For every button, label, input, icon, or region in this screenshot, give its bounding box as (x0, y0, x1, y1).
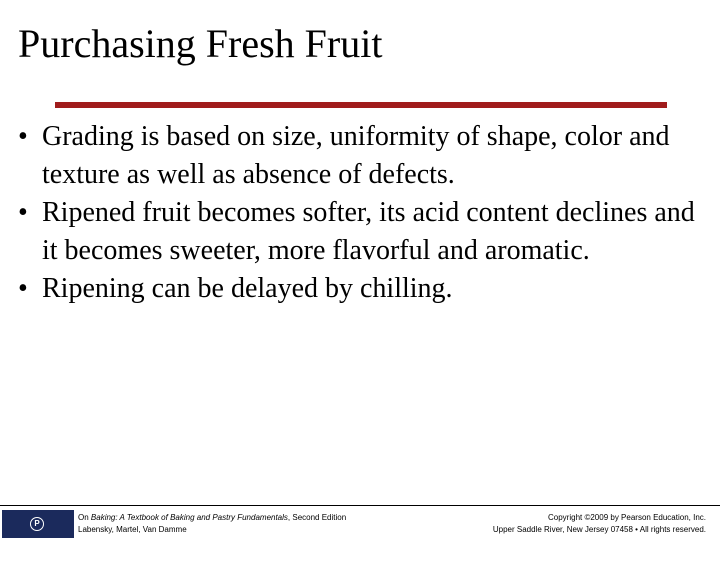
bullet-item (18, 194, 708, 270)
footer-divider (0, 505, 720, 506)
book-citation (78, 512, 346, 536)
bullet-item (18, 118, 708, 194)
bullet-icon: • (18, 121, 28, 152)
bullet-text: Ripening can be delayed by chilling. (42, 273, 453, 304)
bullet-icon: • (18, 197, 28, 228)
bullet-text: Grading is based on size, uniformity of shape, color and texture as well as absence of defects. (42, 121, 670, 190)
bullet-text: Ripened fruit becomes softer, its acid content declines and it becomes sweeter, more flavorful and aromatic. (42, 197, 695, 266)
book-edition: , Second Edition (287, 513, 347, 522)
book-authors: Labensky, Martel, Van Damme (78, 525, 187, 534)
book-prefix: On (78, 513, 91, 522)
bullet-icon: • (18, 273, 28, 304)
book-line (78, 512, 346, 524)
book-title: Baking: A Textbook of Baking and Pastry Fundamentals (90, 513, 288, 522)
logo-text: PEARSON (7, 546, 69, 558)
title-divider (55, 102, 667, 108)
bullet-list (18, 118, 708, 308)
bullet-item (18, 270, 708, 308)
slide-title: Purchasing Fresh Fruit (18, 21, 383, 66)
copyright-line-1: Copyright ©2009 by Pearson Education, Inc. (548, 513, 706, 522)
pearson-mark-icon: P (30, 517, 44, 531)
copyright-line-2: Upper Saddle River, New Jersey 07458 • All rights reserved. (492, 525, 706, 534)
pearson-logo (2, 510, 74, 558)
copyright-notice (493, 512, 706, 536)
